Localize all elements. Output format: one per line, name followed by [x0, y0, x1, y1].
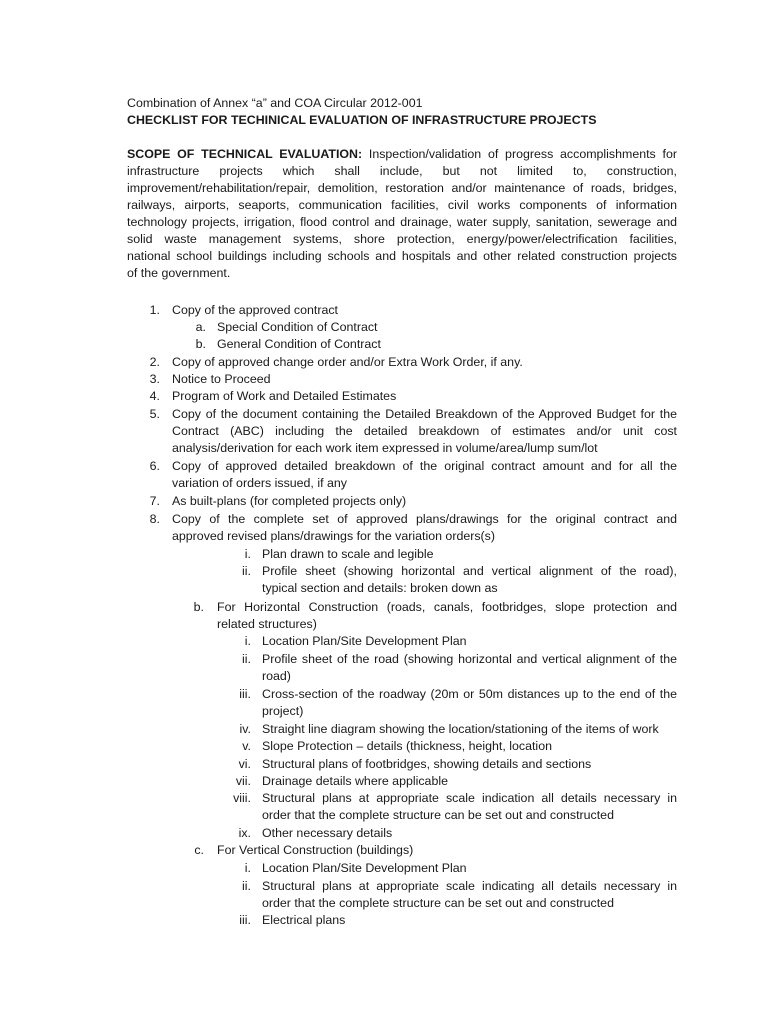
list-item: Notice to Proceed — [172, 372, 271, 386]
list-item-line: Structural plans at appropriate scale indicating all details necessary in — [262, 879, 677, 893]
list-item-line: approved revised plans/drawings for the variation orders(s) — [172, 529, 496, 543]
list-letter: c. — [194, 843, 204, 857]
list-item: Program of Work and Detailed Estimates — [172, 389, 397, 403]
list-item-line: Cross-section of the roadway (20m or 50m distances up to the end of the — [262, 687, 677, 701]
list-item: Plan drawn to scale and legible — [262, 547, 434, 561]
list-item-line: order that the complete structure can be set out and constructed — [262, 808, 614, 822]
list-item: Structural plans of footbridges, showing details and sections — [262, 757, 592, 771]
list-item-line: typical section and details: broken down as — [262, 581, 498, 595]
list-roman: ii. — [242, 564, 251, 578]
list-roman: i. — [244, 634, 251, 648]
scope-line-6: solid waste management systems, shore protection, energy/power/electrification facilities, — [127, 232, 677, 246]
scope-line-5: technology projects, irrigation, flood control and drainage, water supply, sanitation, sewerage and — [127, 215, 677, 229]
scope-line-2: infrastructure projects which shall include, but not limited to, construction, — [127, 164, 677, 178]
list-item-line: Profile sheet of the road (showing horizontal and vertical alignment of the — [262, 652, 677, 666]
list-number: 4. — [149, 389, 160, 403]
list-number: 3. — [149, 372, 160, 386]
list-roman: ix. — [238, 826, 251, 840]
list-item-line: analysis/derivation for each work item expressed in volume/area/lump sum/lot — [172, 441, 598, 455]
list-roman: i. — [244, 547, 251, 561]
list-item: Location Plan/Site Development Plan — [262, 861, 467, 875]
document-subtitle: Combination of Annex “a” and COA Circular 2012-001 — [127, 96, 423, 110]
list-item: Location Plan/Site Development Plan — [262, 634, 467, 648]
scope-line-3: improvement/rehabilitation/repair, demolition, restoration and/or maintenance of roads, bridges, — [127, 181, 677, 195]
scope-line-4: railways, airports, seaports, communication facilities, civil works components of information — [127, 198, 677, 212]
list-item: As built-plans (for completed projects only) — [172, 494, 407, 508]
list-item: For Vertical Construction (buildings) — [217, 843, 414, 857]
list-roman: ii. — [242, 879, 251, 893]
list-item-line: Copy of approved detailed breakdown of the original contract amount and for all the — [172, 459, 677, 473]
list-number: 8. — [149, 512, 160, 526]
list-roman: ii. — [242, 652, 251, 666]
list-roman: i. — [244, 861, 251, 875]
list-number: 5. — [149, 407, 160, 421]
list-item: Drainage details where applicable — [262, 774, 448, 788]
list-item: Copy of approved change order and/or Extra Work Order, if any. — [172, 355, 523, 369]
list-roman: vii. — [235, 774, 251, 788]
list-item-line: order that the complete structure can be set out and constructed — [262, 896, 614, 910]
list-number: 6. — [149, 459, 160, 473]
list-letter: a. — [195, 320, 206, 334]
list-item-line: Copy of the complete set of approved plans/drawings for the original contract and — [172, 512, 677, 526]
list-number: 1. — [149, 303, 160, 317]
list-item-line: road) — [262, 669, 291, 683]
list-item: Straight line diagram showing the location/stationing of the items of work — [262, 722, 659, 736]
list-roman: iii. — [239, 913, 251, 927]
list-roman: iii. — [239, 687, 251, 701]
list-item: Other necessary details — [262, 826, 393, 840]
list-item-line: related structures) — [217, 617, 317, 631]
list-number: 7. — [149, 494, 160, 508]
list-item-line: Structural plans at appropriate scale indication all details necessary in — [262, 791, 677, 805]
list-item-line: variation of orders issued, if any — [172, 476, 347, 490]
list-roman: viii. — [233, 791, 251, 805]
list-item: General Condition of Contract — [217, 337, 381, 351]
scope-line-8: of the government. — [127, 266, 231, 280]
list-item: Special Condition of Contract — [217, 320, 378, 334]
list-roman: iv. — [239, 722, 251, 736]
list-letter: b. — [193, 600, 204, 614]
list-roman: vi. — [238, 757, 251, 771]
scope-line-7: national school buildings including schools and hospitals and other related construction projects — [127, 249, 677, 263]
list-roman: v. — [242, 739, 251, 753]
list-item-line: project) — [262, 704, 304, 718]
list-item-line: For Horizontal Construction (roads, canals, footbridges, slope protection and — [217, 600, 677, 614]
list-item: Copy of the approved contract — [172, 303, 338, 317]
list-item-line: Profile sheet (showing horizontal and vertical alignment of the road), — [262, 564, 677, 578]
list-item-line: Contract (ABC) including the detailed breakdown of estimates and/or unit cost — [172, 424, 677, 438]
document-title: CHECKLIST FOR TECHINICAL EVALUATION OF INFRASTRUCTURE PROJECTS — [127, 113, 597, 127]
list-item-line: Copy of the document containing the Detailed Breakdown of the Approved Budget for the — [172, 407, 677, 421]
list-item: Electrical plans — [262, 913, 346, 927]
list-item: Slope Protection – details (thickness, height, location — [262, 739, 552, 753]
list-number: 2. — [149, 355, 160, 369]
scope-line-1: SCOPE OF TECHNICAL EVALUATION: Inspection/validation of progress accomplishments for — [127, 147, 677, 161]
scope-label: SCOPE OF TECHNICAL EVALUATION: — [127, 147, 363, 161]
list-letter: b. — [195, 337, 206, 351]
